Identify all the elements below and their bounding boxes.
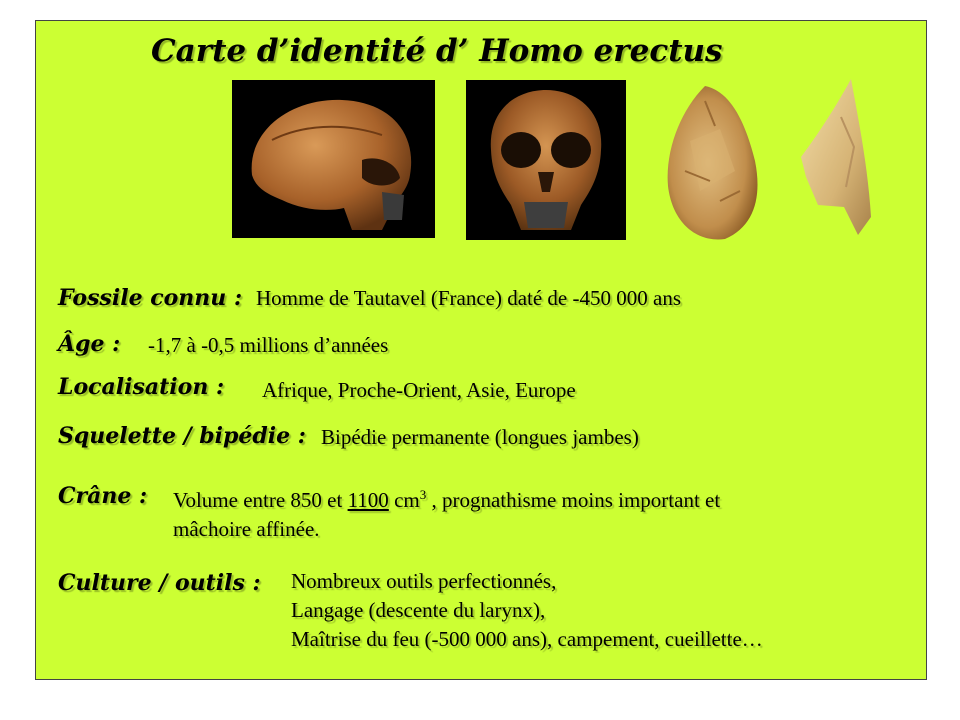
age-value: -1,7 à -0,5 millions d’années <box>148 333 389 357</box>
skull-side-photo <box>232 80 435 238</box>
skull-volume-exponent: 3 <box>419 487 427 502</box>
skull-front-photo <box>466 80 626 240</box>
location-value: Afrique, Proche-Orient, Asie, Europe <box>262 378 576 402</box>
culture-label: Culture / outils : <box>58 570 261 596</box>
page-title: Carte d’identité d’ Homo erectus <box>151 33 723 69</box>
skeleton-label: Squelette / bipédie : <box>58 423 306 449</box>
age-label: Âge : <box>58 331 121 357</box>
skeleton-value: Bipédie permanente (longues jambes) <box>321 425 639 449</box>
culture-line: Nombreux outils perfectionnés, <box>291 569 557 593</box>
culture-line: Langage (descente du larynx), <box>291 598 546 622</box>
skull-value-line-2: mâchoire affinée. <box>173 517 320 541</box>
biface-tool-photo <box>660 81 770 243</box>
fossil-value: Homme de Tautavel (France) daté de -450 000 ans <box>256 286 681 310</box>
culture-value <box>291 567 763 654</box>
culture-line: Maîtrise du feu (-500 000 ans), campement, cueillette… <box>291 627 763 651</box>
slide <box>35 20 927 680</box>
skull-value-line-1 <box>173 480 720 515</box>
fossil-label: Fossile connu : <box>58 285 243 311</box>
skull-value <box>173 480 720 544</box>
skull-volume-suffix: , prognathisme moins important et <box>426 488 721 512</box>
flint-point-photo <box>796 77 876 239</box>
skull-volume-max: 1100 <box>347 488 389 512</box>
skull-volume-unit: cm <box>388 488 420 512</box>
skull-volume-prefix: Volume entre 850 et <box>173 488 348 512</box>
location-label: Localisation : <box>58 374 225 400</box>
skull-label: Crâne : <box>58 483 148 509</box>
